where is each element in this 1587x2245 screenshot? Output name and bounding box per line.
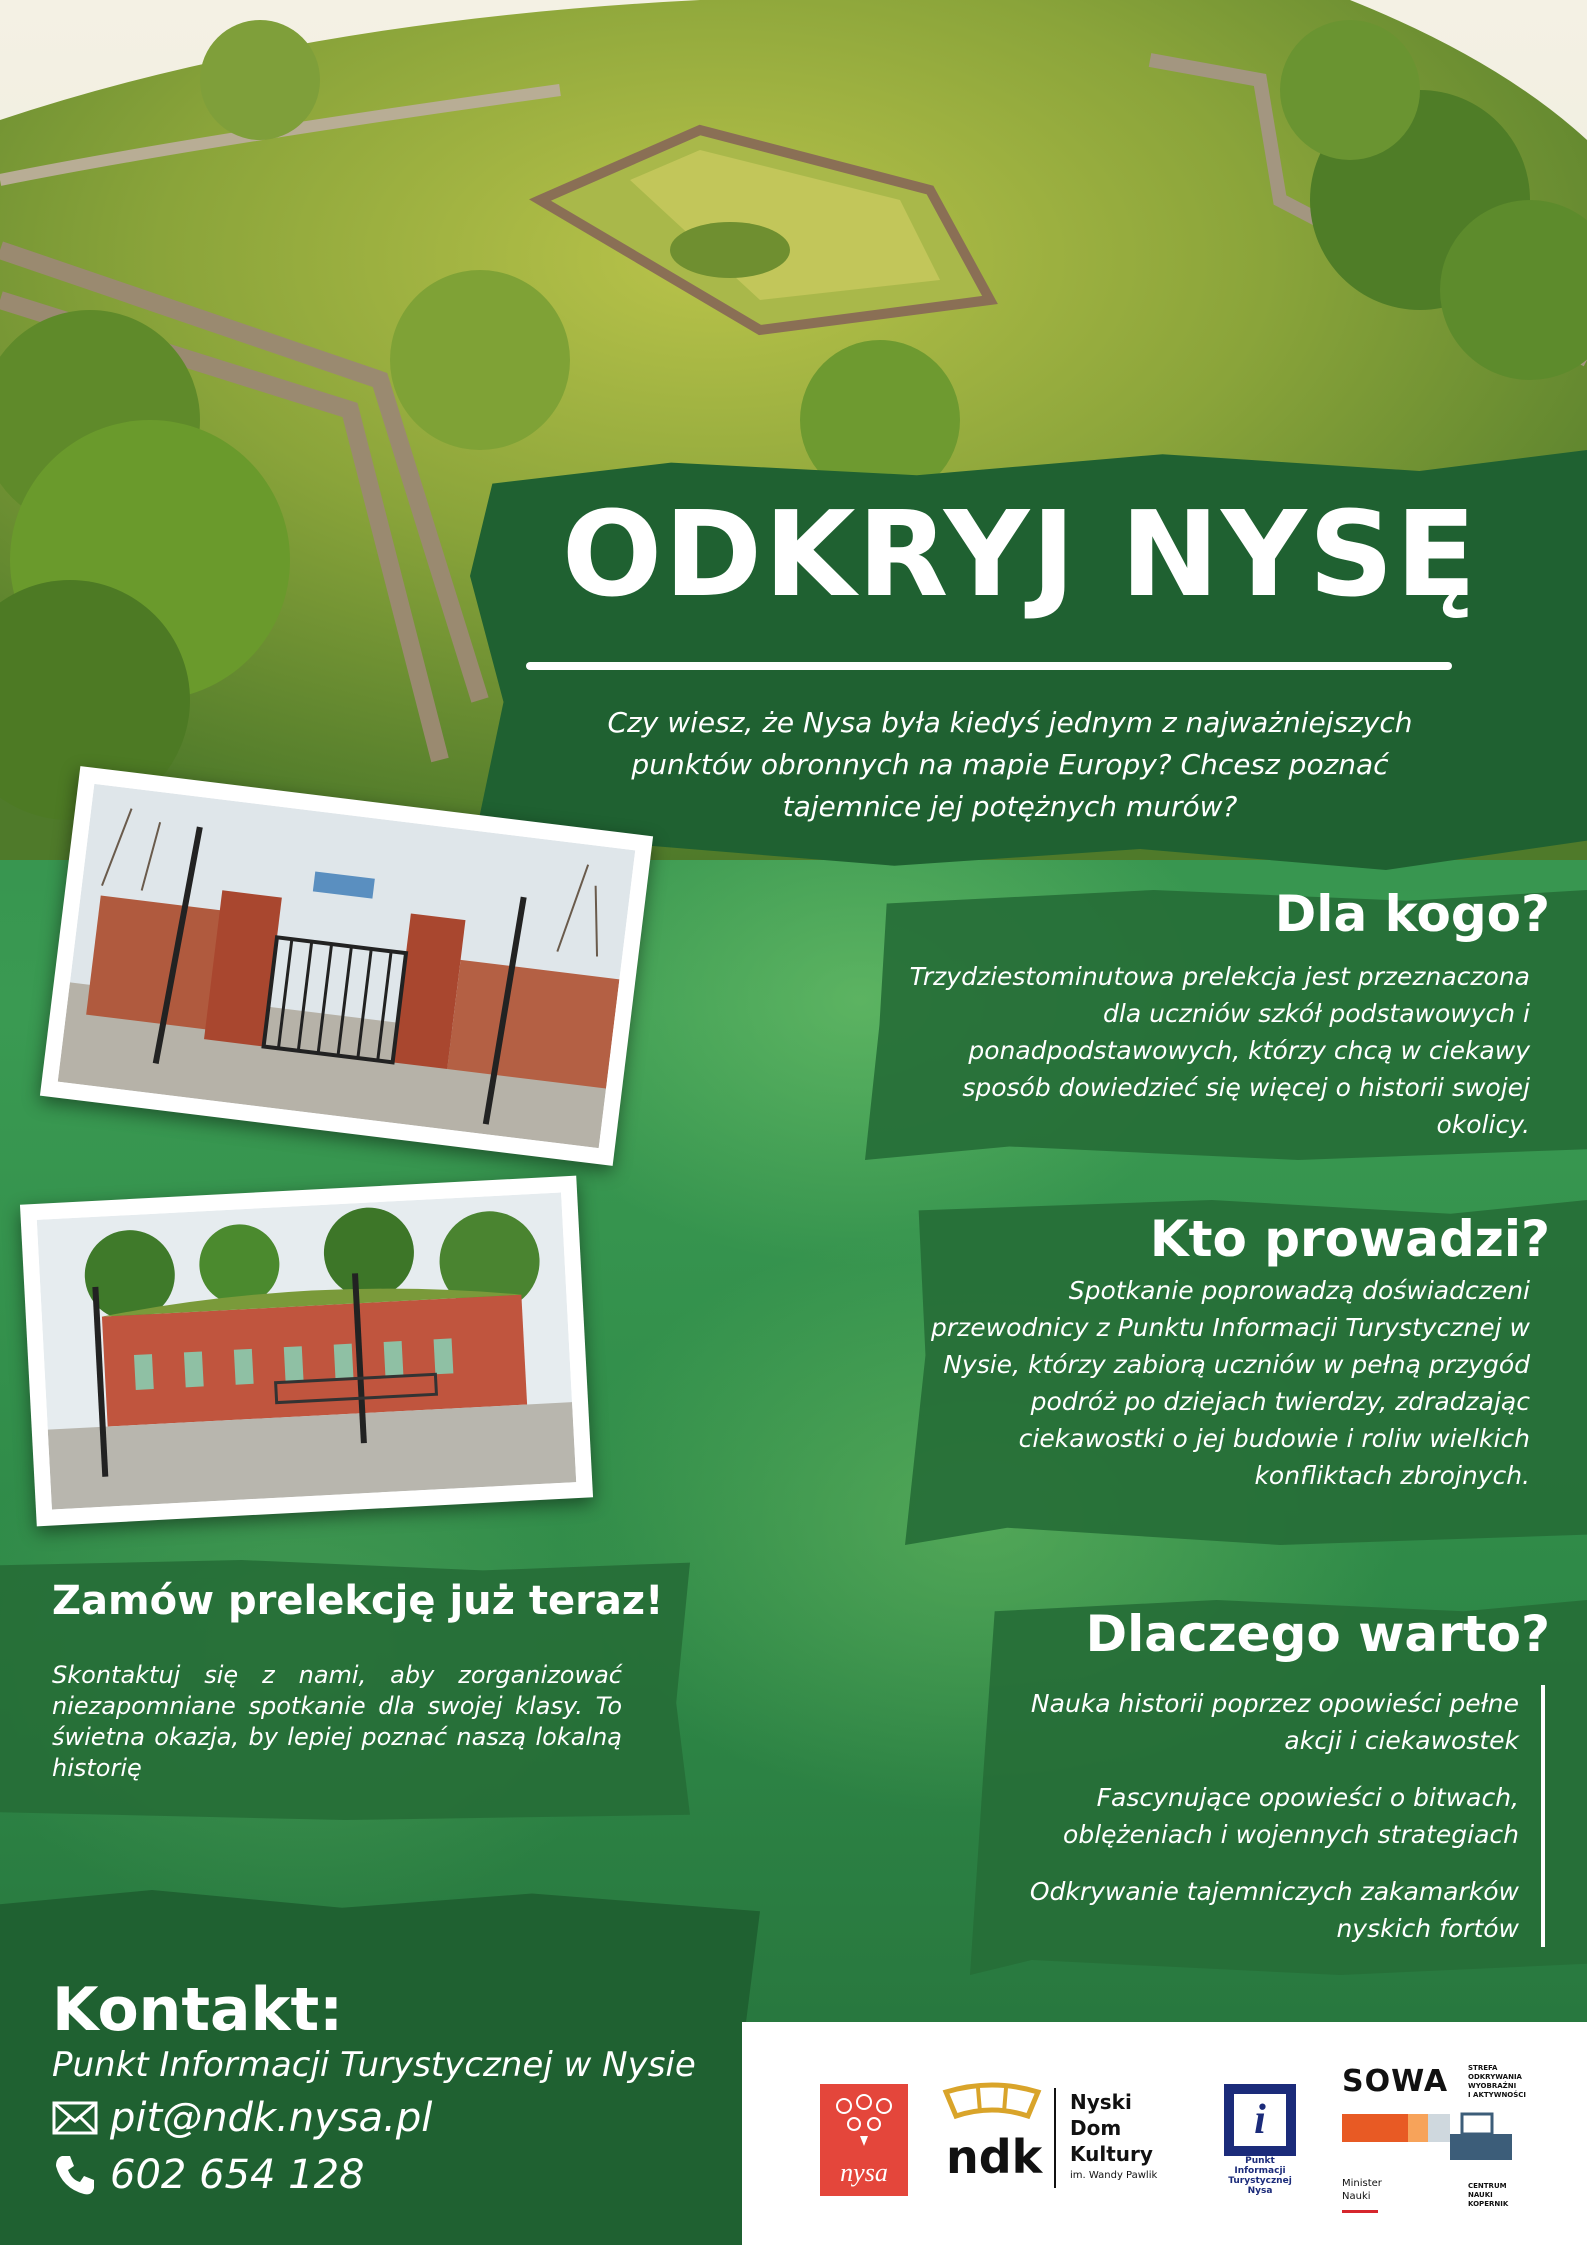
pit-i-icon: i <box>1224 2084 1296 2156</box>
minister-2: Nauki <box>1342 2191 1371 2202</box>
ckn-1: CENTRUM <box>1468 2182 1507 2190</box>
ndk-name-1: Nyski <box>1070 2090 1132 2114</box>
pit-label-3: Nysa <box>1247 2186 1273 2196</box>
contact-phone[interactable]: 602 654 128 <box>110 2152 365 2198</box>
contact-email-row[interactable] <box>52 2095 432 2141</box>
minister-flag-icon <box>1342 2210 1378 2213</box>
partner-logos <box>742 2022 1587 2245</box>
zamow-heading: Zamów prelekcję już teraz! <box>52 1578 664 1624</box>
nysa-logo-text: nysa <box>840 2158 888 2187</box>
ckn-3: KOPERNIK <box>1468 2200 1509 2208</box>
ndk-short: ndk <box>946 2130 1043 2184</box>
ndk-name-2: Dom <box>1070 2116 1122 2140</box>
sowa-sub-4: I AKTYWNOŚCI <box>1468 2091 1527 2099</box>
dla-kogo-heading: Dla kogo? <box>1274 885 1550 943</box>
ndk-logo <box>942 2082 1202 2192</box>
ndk-arc-icon <box>942 2082 1042 2122</box>
phone-icon <box>52 2152 98 2198</box>
dlaczego-point-2: Fascynujące opowieści o bitwach, oblężeniach i wojennych strategiach <box>1063 1783 1519 1849</box>
title-divider <box>526 662 1452 670</box>
contact-phone-row[interactable] <box>52 2152 364 2198</box>
intro-text: Czy wiesz, że Nysa była kiedyś jednym z najważniejszych punktów obronnych na mapie Europy? Chcesz poznać tajemnice jej potężnych murów? <box>607 706 1413 823</box>
fort-gate-photo <box>40 766 653 1166</box>
nysa-emblem-icon <box>820 2084 908 2154</box>
title-block <box>470 440 1570 870</box>
kto-prowadzi-text: Spotkanie poprowadzą doświadczeni przewodnicy z Punktu Informacji Turystycznej w Nysie, którzy zabiorą uczniów w pełną przygód podróż po dziejach twierdzy, zdradzając ciekawostki o jej budowie i roliw wielkich konfliktach zbrojnych. <box>930 1276 1530 1490</box>
dlaczego-point-3: Odkrywanie tajemniczych zakamarków nyskich fortów <box>1029 1877 1519 1943</box>
sowa-sub-2: ODKRYWANIA <box>1468 2073 1522 2081</box>
sowa-blocks-icon <box>1342 2112 1522 2168</box>
ndk-patron: im. Wandy Pawlik <box>1070 2170 1158 2181</box>
contact-org: Punkt Informacji Turystycznej w Nysie <box>52 2045 696 2085</box>
pit-label-1: Punkt Informacji <box>1234 2156 1286 2176</box>
dla-kogo-text: Trzydziestominutowa prelekcja jest przeznaczona dla uczniów szkół podstawowych i ponadpodstawowych, którzy chcą w ciekawy sposób dowiedzieć się więcej o historii swojej okolicy. <box>909 962 1530 1139</box>
contact-heading: Kontakt: <box>52 1975 344 2045</box>
nysa-logo <box>820 2084 908 2196</box>
dlaczego-point-1: Nauka historii poprzez opowieści pełne akcji i ciekawostek <box>1030 1689 1519 1755</box>
dlaczego-heading: Dlaczego warto? <box>1085 1605 1550 1663</box>
zamow-text: Skontaktuj się z nami, aby zorganizować niezapomniane spotkanie dla swojej klasy. To świetna okazja, by lepiej poznać naszą lokalną historię <box>52 1661 622 1782</box>
ndk-divider <box>1054 2088 1056 2188</box>
page-title: ODKRYJ NYSĘ <box>561 485 1479 623</box>
pit-label-2: Turystycznej <box>1228 2176 1292 2186</box>
dlaczego-list <box>1000 1685 1545 1947</box>
sowa-title: SOWA <box>1342 2064 1449 2099</box>
contact-email[interactable]: pit@ndk.nysa.pl <box>110 2095 433 2141</box>
ndk-name-3: Kultury <box>1070 2142 1153 2166</box>
pit-logo <box>1220 2084 1300 2199</box>
sowa-sub-1: STREFA <box>1468 2064 1498 2072</box>
sowa-logo <box>1342 2064 1582 2234</box>
minister-1: Minister <box>1342 2178 1382 2189</box>
kto-prowadzi-heading: Kto prowadzi? <box>1149 1210 1550 1268</box>
envelope-icon <box>52 2101 98 2135</box>
ckn-2: NAUKI <box>1468 2191 1493 2199</box>
fort-building-photo <box>20 1176 593 1527</box>
sowa-sub-3: WYOBRAŹNI <box>1468 2082 1517 2090</box>
